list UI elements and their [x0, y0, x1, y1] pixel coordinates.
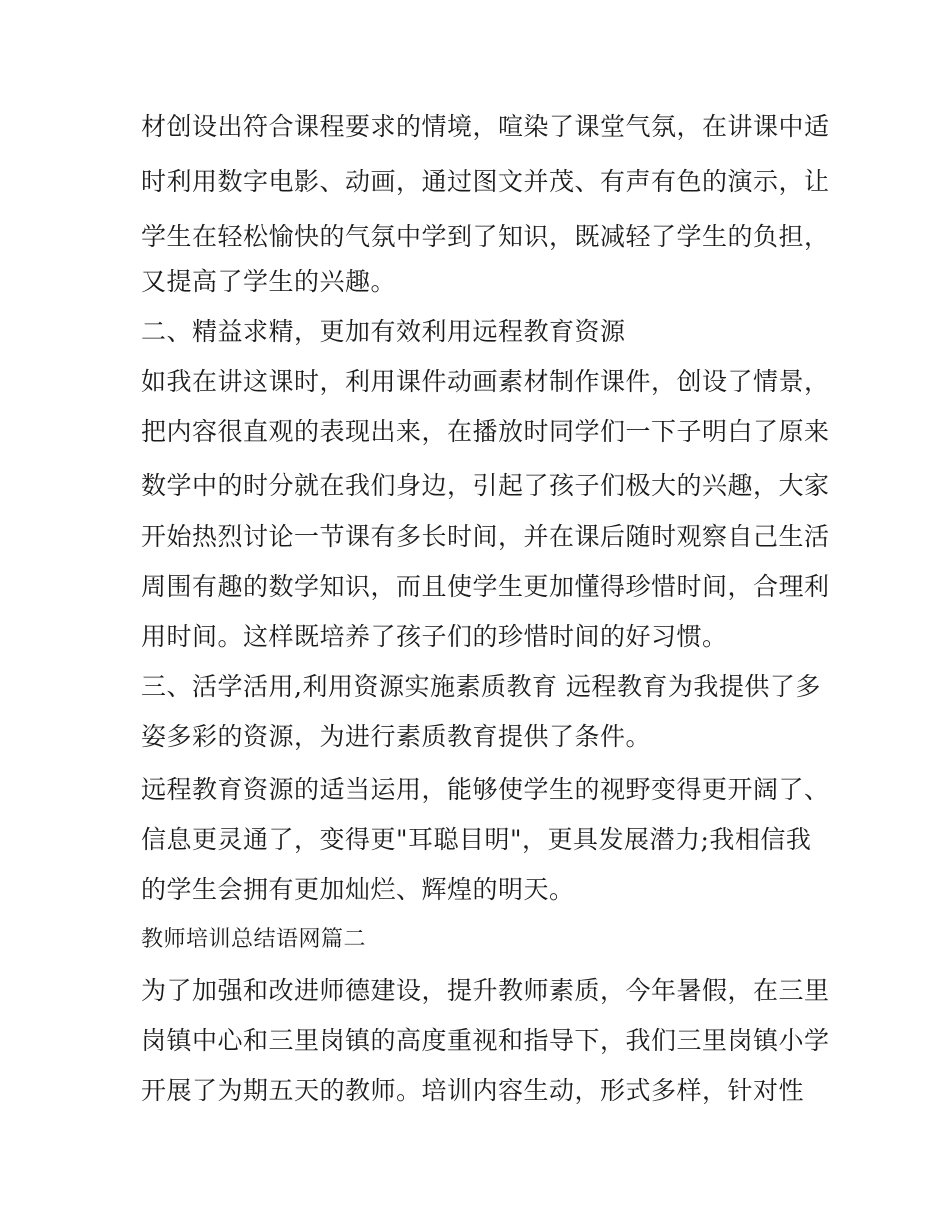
text-line: 信息更灵通了，变得更"耳聪目明"，更具发展潜力;我相信我: [141, 825, 812, 854]
text-line: 周围有趣的数学知识，而且使学生更加懂得珍惜时间，合理利: [141, 572, 830, 601]
text-line: 时利用数字电影、动画，通过图文并茂、有声有色的演示，让: [141, 167, 830, 196]
text-line: 的学生会拥有更加灿烂、辉煌的明天。: [141, 875, 575, 904]
text-line: 远程教育资源的适当运用，能够使学生的视野变得更开阔了、: [141, 775, 830, 804]
subsection-title: 教师培训总结语网篇二: [141, 927, 367, 952]
text-line: 开始热烈讨论一节课有多长时间，并在课后随时观察自己生活: [141, 522, 830, 551]
text-line: 开展了为期五天的教师。培训内容生动，形式多样，针对性: [141, 1076, 805, 1105]
text-line: 把内容很直观的表现出来，在播放时同学们一下子明白了原来: [141, 417, 830, 446]
text-line: 学生在轻松愉快的气氛中学到了知识，既减轻了学生的负担，: [141, 222, 830, 251]
text-line: 数学中的时分就在我们身边，引起了孩子们极大的兴趣，大家: [141, 471, 830, 500]
text-line: 如我在讲这课时，利用课件动画素材制作课件，创设了情景，: [141, 367, 830, 396]
text-line: 姿多彩的资源，为进行素质教育提供了条件。: [141, 722, 652, 751]
section-heading: 二、精益求精，更加有效利用远程教育资源: [141, 317, 626, 346]
text-line: 材创设出符合课程要求的情境，喧染了课堂气氛，在讲课中适: [141, 112, 830, 141]
text-line: 岗镇中心和三里岗镇的高度重视和指导下，我们三里岗镇小学: [141, 1026, 830, 1055]
text-line: 用时间。这样既培养了孩子们的珍惜时间的好习惯。: [141, 622, 728, 651]
section-heading: 三、活学活用,利用资源实施素质教育 远程教育为我提供了多: [141, 672, 821, 701]
text-line: 为了加强和改进师德建设，提升教师素质，今年暑假，在三里: [141, 976, 830, 1005]
text-line: 又提高了学生的兴趣。: [141, 267, 397, 296]
